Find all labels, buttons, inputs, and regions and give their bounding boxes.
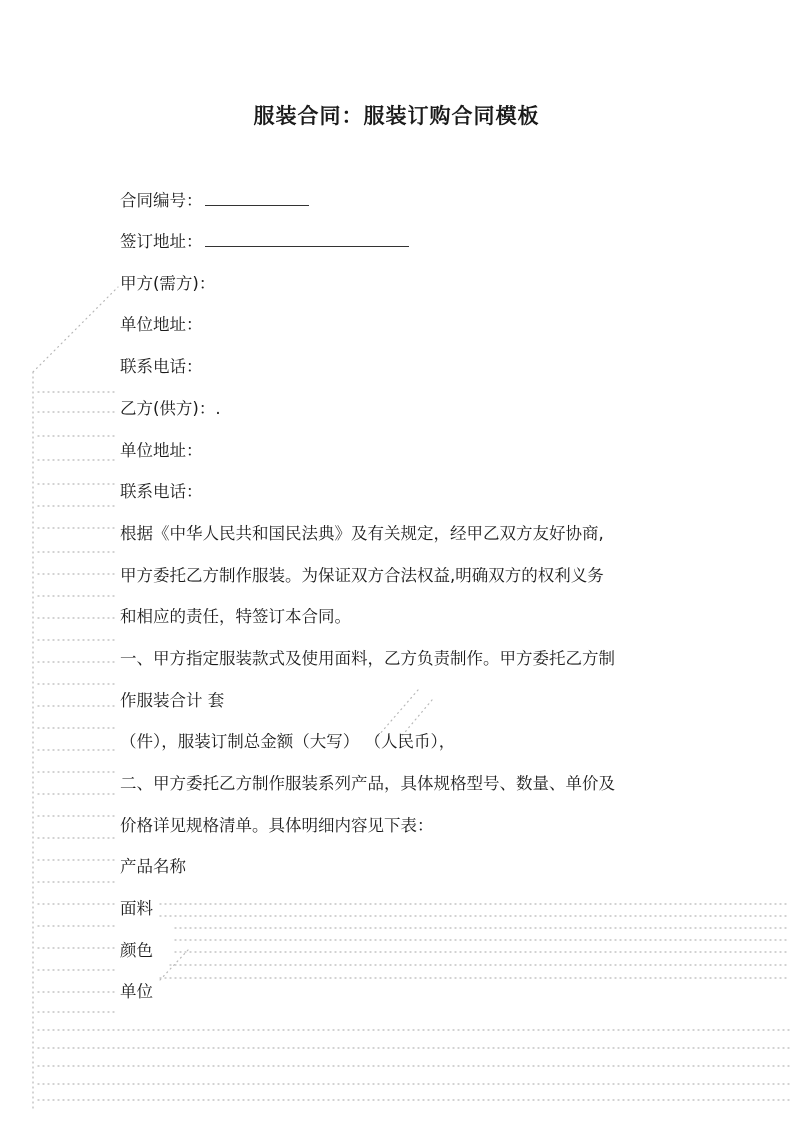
party-a-phone-label: 联系电话：	[120, 357, 203, 376]
table-field-color: 颜色	[120, 941, 153, 960]
table-field-product-name: 产品名称	[120, 857, 186, 876]
sign-place-label: 签订地址：	[120, 232, 203, 251]
contract-number-label: 合同编号：	[120, 191, 203, 210]
body-line: 和相应的责任，特签订本合同。	[120, 607, 351, 626]
sign-place-line	[120, 231, 409, 253]
sign-place-blank[interactable]	[205, 236, 409, 247]
table-field-unit: 单位	[120, 982, 153, 1001]
contract-number-line	[120, 190, 309, 212]
party-a-address-label: 单位地址：	[120, 315, 203, 334]
table-field-fabric: 面料	[120, 899, 153, 918]
contract-number-blank[interactable]	[205, 195, 309, 206]
party-b-label: 乙方(供方)：.	[120, 399, 221, 418]
party-b-phone-label: 联系电话：	[120, 482, 203, 501]
body-line: 根据《中华人民共和国民法典》及有关规定，经甲乙双方友好协商,	[120, 524, 604, 543]
party-a-label: 甲方(需方)：	[120, 274, 216, 293]
party-b-address-label: 单位地址：	[120, 441, 203, 460]
body-line: 价格详见规格清单。具体明细内容见下表：	[120, 816, 434, 835]
body-line: （件），服装订制总金额（大写） （人民币），	[120, 732, 456, 751]
body-line: 作服装合计 套	[120, 691, 225, 710]
body-line: 甲方委托乙方制作服装。为保证双方合法权益,明确双方的权利义务	[120, 566, 604, 585]
body-line: 二、甲方委托乙方制作服装系列产品，具体规格型号、数量、单价及	[120, 774, 615, 793]
body-line: 一、甲方指定服装款式及使用面料，乙方负责制作。甲方委托乙方制	[120, 649, 615, 668]
document-title: 服装合同：服装订购合同模板	[253, 104, 540, 128]
